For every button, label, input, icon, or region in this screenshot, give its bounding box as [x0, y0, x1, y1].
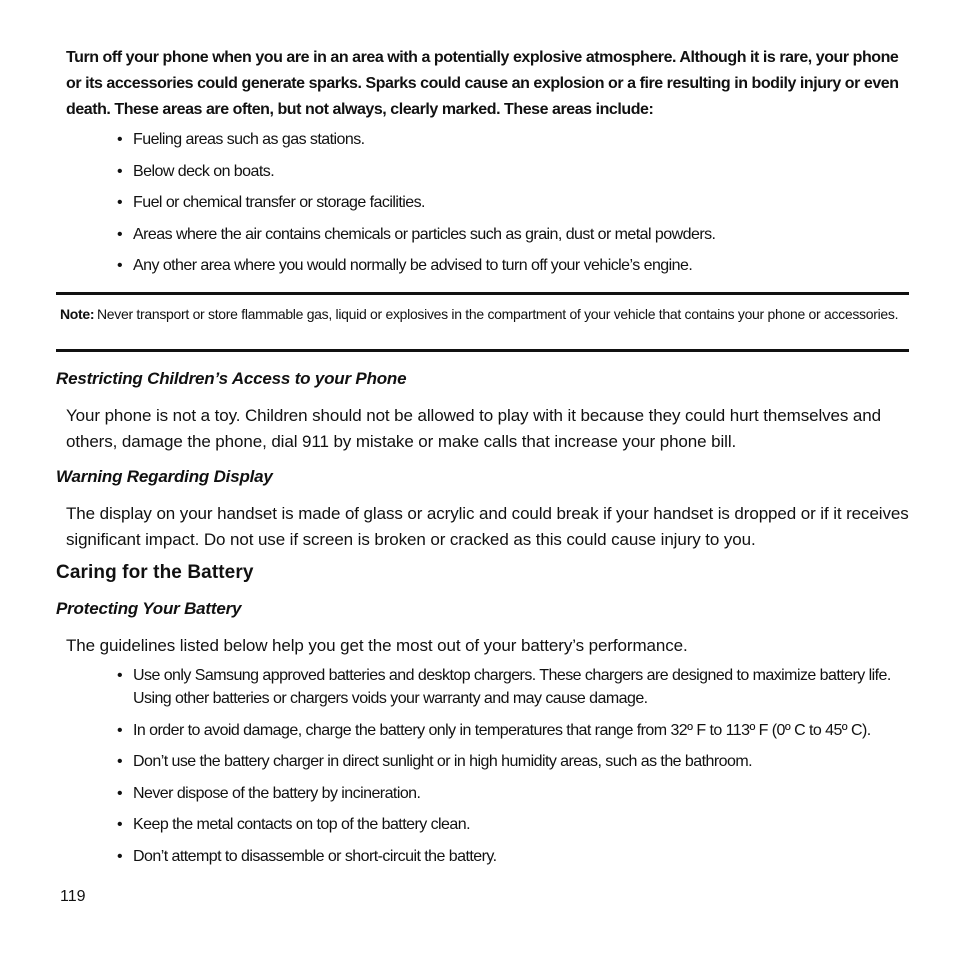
bullet-icon: • — [117, 162, 123, 180]
battery-heading: Caring for the Battery — [56, 562, 254, 583]
bullet-icon: • — [117, 257, 123, 274]
list-item: • Areas where the air contains chemicals or particles such as grain, dust or metal powders. — [117, 223, 923, 246]
protecting-heading: Protecting Your Battery — [56, 599, 242, 618]
note-bottom-rule — [56, 349, 909, 352]
note-text: Never transport or store flammable gas, liquid or explosives in the compartment of your vehicle that contains your phone or accessories. — [97, 306, 899, 322]
list-item: • Use only Samsung approved batteries and desktop chargers. These chargers are designed to maximize battery life. Using other batteries or chargers voids your warranty and may cause damage. — [117, 664, 923, 710]
list-item: • In order to avoid damage, charge the battery only in temperatures that range from 32º F to 113º F (0º C to 45º C). — [117, 719, 923, 742]
bullet-icon: • — [117, 847, 123, 865]
battery-guidelines-list — [117, 664, 923, 868]
note-label: Note: — [60, 306, 95, 322]
bullet-icon: • — [117, 753, 123, 770]
list-item: • Keep the metal contacts on top of the battery clean. — [117, 813, 923, 836]
list-item: • Below deck on boats. — [117, 160, 923, 183]
protecting-paragraph: The guidelines listed below help you get the most out of your battery’s performance. — [66, 636, 688, 655]
bullet-icon: • — [117, 816, 123, 833]
bullet-icon: • — [117, 721, 123, 739]
bullet-icon: • — [117, 194, 123, 211]
bullet-icon: • — [117, 131, 123, 148]
page-number: 119 — [60, 888, 86, 905]
note-top-rule — [56, 292, 909, 295]
explosive-areas-list — [117, 128, 923, 277]
bullet-icon: • — [117, 667, 123, 684]
children-heading: Restricting Children’s Access to your Phone — [56, 369, 407, 388]
list-item: • Any other area where you would normally be advised to turn off your vehicle’s engine. — [117, 254, 923, 277]
intro-paragraph: Turn off your phone when you are in an area with a potentially explosive atmosphere. Although it is rare, your phone or its accessories could generate sparks. Sparks could cause an explosion or a fire resulting in bodily injury or even death. These areas are often, but not always, clearly marked. These areas include: — [66, 49, 899, 118]
bullet-icon: • — [117, 225, 123, 243]
list-item: • Fueling areas such as gas stations. — [117, 128, 923, 151]
children-paragraph: Your phone is not a toy. Children should not be allowed to play with it because they could hurt themselves and others, damage the phone, dial 911 by mistake or make calls that increase your phone bill. — [66, 406, 881, 451]
list-item: • Don’t attempt to disassemble or short-circuit the battery. — [117, 845, 923, 868]
list-item: • Fuel or chemical transfer or storage facilities. — [117, 191, 923, 214]
note-box — [60, 305, 910, 323]
list-item: • Never dispose of the battery by incineration. — [117, 782, 923, 805]
bullet-icon: • — [117, 784, 123, 802]
display-heading: Warning Regarding Display — [56, 467, 273, 486]
display-paragraph: The display on your handset is made of glass or acrylic and could break if your handset is dropped or if it receives significant impact. Do not use if screen is broken or cracked as this could cause injury to you. — [66, 504, 909, 549]
list-item: • Don’t use the battery charger in direct sunlight or in high humidity areas, such as the bathroom. — [117, 750, 923, 773]
